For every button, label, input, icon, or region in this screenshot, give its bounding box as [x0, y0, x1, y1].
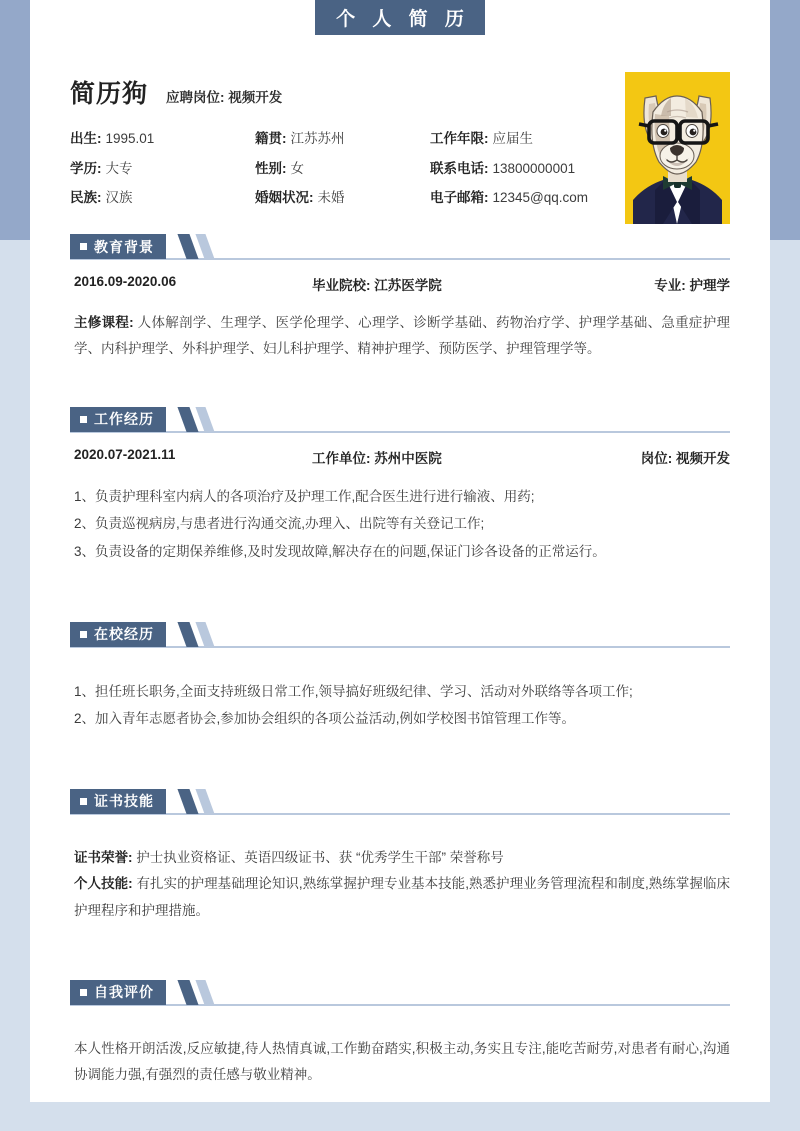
education-major-label: 专业: [654, 278, 686, 293]
section-header-certificates [70, 789, 730, 819]
info-experience [430, 132, 610, 146]
education-school-value: 江苏医学院 [374, 278, 442, 293]
list-item: 1、负责护理科室内病人的各项治疗及护理工作,配合医生进行进行输液、用药; [74, 488, 535, 504]
info-ethnicity [70, 191, 255, 205]
info-birth [70, 132, 255, 146]
work-duty-list [74, 483, 730, 566]
education-courses-text: 人体解剖学、生理学、医学伦理学、心理学、诊断学基础、药物治疗学、护理学基础、急重症护理学、内科护理学、外科护理学、妇儿科护理学、精神护理学、预防医学、护理管理学等。 [74, 315, 730, 357]
info-ethnicity-value: 汉族 [105, 190, 133, 205]
square-bullet-icon [80, 989, 87, 996]
certificate-honors-text: 护士执业资格证、英语四级证书、获 “优秀学生干部” 荣誉称号 [132, 849, 504, 865]
info-phone [430, 162, 610, 176]
spacer [70, 363, 730, 403]
applied-position-label: 应聘岗位: [166, 90, 225, 105]
spacer [70, 924, 730, 976]
work-role [602, 447, 730, 467]
page-border-right-dark [770, 0, 800, 240]
info-row [70, 162, 610, 176]
info-hometown-label: 籍贯: [255, 131, 287, 146]
page-border-bottom [0, 1102, 800, 1131]
certificate-honors [74, 845, 730, 871]
work-role-label: 岗位: [640, 450, 673, 466]
evaluation-text: 本人性格开朗活泼,反应敏捷,待人热情真诚,工作勤奋踏实,积极主动,务实且专注,能吃苦耐劳,对患者有耐心,沟通协调能力强,有强烈的责任感与敬业精神。 [74, 1040, 730, 1083]
section-header-work [70, 407, 730, 437]
spacer [70, 662, 730, 678]
square-bullet-icon [80, 798, 87, 805]
info-ethnicity-label: 民族: [70, 190, 102, 205]
section-work [70, 407, 730, 566]
square-bullet-icon [80, 416, 87, 423]
info-marital [255, 191, 430, 205]
avatar [625, 72, 730, 224]
applied-position [166, 86, 282, 106]
info-row [70, 191, 610, 205]
section-evaluation [70, 980, 730, 1089]
dog-portrait-icon [625, 72, 730, 224]
education-school [312, 274, 602, 294]
section-slash-light [195, 980, 214, 1005]
info-degree-label: 学历: [70, 160, 102, 176]
section-rule [70, 258, 730, 260]
list-item: 1、担任班长职务,全面支持班级日常工作,领导搞好班级纪律、学习、活动对外联络等各项工作; [74, 683, 633, 699]
section-header-evaluation [70, 980, 730, 1010]
section-title-text: 自我评价 [94, 984, 154, 1001]
work-company-value: 苏州中医院 [374, 450, 442, 466]
section-slash-light [195, 789, 214, 814]
page-border-left-dark [0, 0, 30, 240]
education-meta-row [74, 274, 730, 294]
section-education [70, 234, 730, 363]
section-slash-dark [177, 980, 198, 1005]
education-courses-label: 主修课程: [74, 315, 134, 330]
section-title-text: 工作经历 [94, 411, 154, 428]
info-marital-label: 婚姻状况: [255, 190, 314, 205]
section-title-evaluation [70, 980, 166, 1005]
section-title-text: 在校经历 [94, 626, 154, 643]
work-date: 2020.07-2021.11 [74, 446, 176, 462]
section-title-education [70, 234, 166, 259]
resume-content [70, 60, 730, 1089]
document-title: 个 人 简 历 [315, 0, 485, 35]
list-item: 2、负责巡视病房,与患者进行沟通交流,办理入、出院等有关登记工作; [74, 516, 485, 532]
section-campus [70, 622, 730, 733]
section-slash-light [195, 407, 214, 432]
education-major [602, 274, 730, 294]
info-experience-label: 工作年限: [430, 131, 489, 146]
list-item: 2、加入青年志愿者协会,参加协会组织的各项公益活动,例如学校图书馆管理工作等。 [74, 711, 576, 727]
info-experience-value: 应届生 [492, 131, 533, 146]
section-slash-light [195, 234, 214, 259]
personal-info-grid [70, 132, 610, 205]
campus-activity-list [74, 678, 730, 733]
section-rule [70, 813, 730, 815]
info-row [70, 132, 610, 146]
work-meta-row [74, 447, 730, 467]
work-company-label: 工作单位: [312, 450, 371, 466]
info-birth-label: 出生: [70, 131, 102, 146]
list-item: 3、负责设备的定期保养维修,及时发现故障,解决存在的问题,保证门诊各设备的正常运行。 [74, 543, 606, 559]
certificate-honors-label: 证书荣誉: [74, 849, 133, 865]
work-role-value: 视频开发 [676, 450, 730, 466]
section-title-campus [70, 622, 166, 647]
section-title-text: 教育背景 [94, 238, 154, 255]
spacer [70, 1020, 730, 1036]
section-title-certificates [70, 789, 166, 814]
info-hometown [255, 132, 430, 146]
info-degree-value: 大专 [105, 160, 133, 176]
section-header-education [70, 234, 730, 264]
applied-position-value: 视频开发 [228, 90, 283, 105]
personal-skills-label: 个人技能: [74, 876, 133, 892]
section-rule [70, 1004, 730, 1006]
education-date: 2016.09-2020.06 [74, 274, 177, 289]
section-header-campus [70, 622, 730, 652]
info-marital-value: 未婚 [317, 190, 345, 205]
identity-block [70, 60, 730, 230]
info-email-label: 电子邮箱: [430, 190, 489, 205]
section-rule [70, 646, 730, 648]
info-gender-value: 女 [290, 160, 304, 176]
spacer [70, 733, 730, 785]
section-rule [70, 431, 730, 433]
section-title-text: 证书技能 [94, 793, 154, 810]
section-title-work [70, 407, 166, 432]
square-bullet-icon [80, 631, 87, 638]
info-phone-value: 13800000001 [492, 160, 576, 176]
section-slash-light [195, 622, 214, 647]
education-school-label: 毕业院校: [312, 278, 371, 293]
info-gender [255, 162, 430, 176]
section-slash-dark [177, 234, 198, 259]
square-bullet-icon [80, 243, 87, 250]
spacer [70, 829, 730, 845]
education-courses [74, 310, 730, 363]
info-gender-label: 性别: [255, 160, 287, 176]
info-hometown-value: 江苏苏州 [290, 131, 345, 146]
personal-skills-text: 有扎实的护理基础理论知识,熟练掌握护理专业基本技能,熟悉护理业务管理流程和制度,熟练掌握临床护理程序和护理措施。 [74, 876, 730, 918]
section-slash-dark [177, 622, 198, 647]
info-degree [70, 162, 255, 176]
info-birth-value: 1995.01 [105, 131, 155, 146]
section-slash-dark [177, 407, 198, 432]
personal-skills [74, 871, 730, 924]
section-slash-dark [177, 789, 198, 814]
candidate-name: 简历狗 [70, 80, 149, 108]
education-major-value: 护理学 [689, 278, 730, 293]
info-email-value: 12345@qq.com [492, 190, 589, 205]
section-certificates [70, 789, 730, 924]
info-email [430, 191, 610, 205]
spacer [70, 566, 730, 618]
info-phone-label: 联系电话: [430, 160, 489, 176]
work-company [312, 447, 602, 467]
